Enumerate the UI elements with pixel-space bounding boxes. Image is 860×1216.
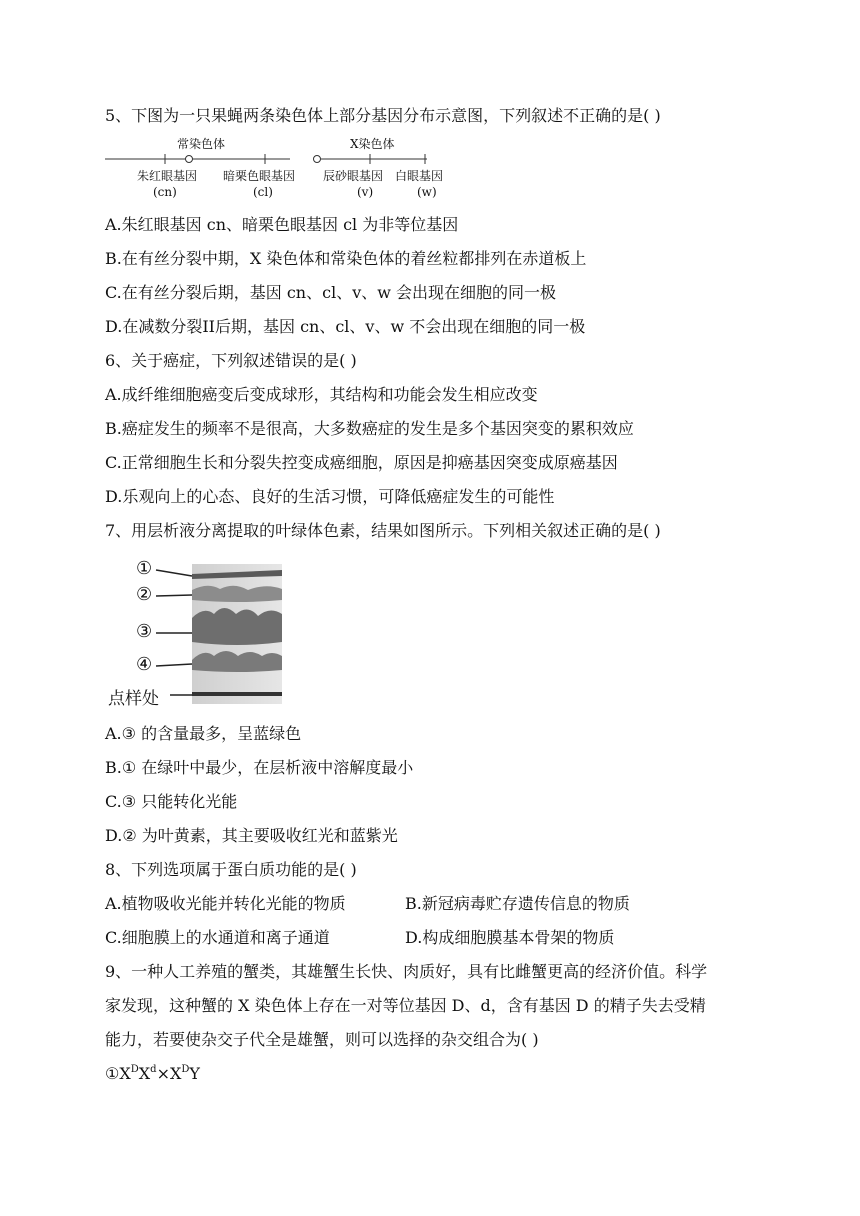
chromatography-figure bbox=[108, 556, 288, 711]
gene-name: 辰砂眼基因 bbox=[323, 169, 384, 183]
q7-stem: 7、用层析液分离提取的叶绿体色素，结果如图所示。下列相关叙述正确的是( ) bbox=[105, 521, 661, 540]
origin-label: 点样处 bbox=[108, 689, 159, 709]
x-chromosome-label: X染色体 bbox=[350, 137, 395, 151]
q8-stem: 8、下列选项属于蛋白质功能的是( ) bbox=[105, 860, 357, 879]
q8-option-d: D.构成细胞膜基本骨架的物质 bbox=[405, 928, 615, 947]
q6-option-d: D.乐观向上的心态、良好的生活习惯，可降低癌症发生的可能性 bbox=[105, 487, 555, 506]
q8-option-c: C.细胞膜上的水通道和离子通道 bbox=[105, 928, 330, 947]
q5-stem: 5、下图为一只果蝇两条染色体上部分基因分布示意图，下列叙述不正确的是( ) bbox=[105, 106, 661, 125]
allele: D bbox=[130, 1064, 139, 1075]
q9-cross-1 bbox=[105, 1064, 200, 1084]
q6-option-c: C.正常细胞生长和分裂失控变成癌细胞，原因是抑癌基因突变成原癌基因 bbox=[105, 453, 618, 472]
q6-option-a: A.成纤维细胞癌变后变成球形，其结构和功能会发生相应改变 bbox=[105, 385, 538, 404]
gene-symbol: (v) bbox=[357, 185, 374, 199]
gene-name: 白眼基因 bbox=[395, 169, 444, 183]
genotype: Y bbox=[189, 1064, 200, 1083]
q5-option-d: D.在减数分裂II后期，基因 cn、cl、v、w 不会出现在细胞的同一极 bbox=[105, 317, 586, 336]
q9-stem-line: 能力，若要使杂交子代全是雄蟹，则可以选择的杂交组合为( ) bbox=[105, 1030, 539, 1049]
q7-option-a: A.③ 的含量最多，呈蓝绿色 bbox=[105, 724, 302, 743]
q9-stem-line: 9、一种人工养殖的蟹类，其雄蟹生长快、肉质好，具有比雌蟹更高的经济价值。科学 bbox=[105, 962, 708, 981]
cross-number: ① bbox=[105, 1064, 120, 1083]
genotype: X bbox=[169, 1064, 182, 1083]
gene-name: 朱红眼基因 bbox=[137, 169, 198, 183]
q7-option-d: D.② 为叶黄素，其主要吸收红光和蓝紫光 bbox=[105, 826, 398, 845]
gene-symbol: (cn) bbox=[153, 185, 177, 199]
q7-option-b: B.① 在绿叶中最少，在层析液中溶解度最小 bbox=[105, 758, 414, 777]
band-label: ④ bbox=[136, 654, 153, 675]
q8-option-b: B.新冠病毒贮存遗传信息的物质 bbox=[405, 894, 630, 913]
gene-symbol: (w) bbox=[417, 185, 437, 199]
genotype: X bbox=[119, 1064, 131, 1083]
genotype: X bbox=[138, 1064, 151, 1083]
q6-stem: 6、关于癌症，下列叙述错误的是( ) bbox=[105, 351, 357, 370]
q9-stem-line: 家发现，这种蟹的 X 染色体上存在一对等位基因 D、d，含有基因 D 的精子失去受精 bbox=[105, 996, 706, 1015]
band-label: ② bbox=[136, 584, 153, 605]
q6-option-b: B.癌症发生的频率不是很高，大多数癌症的发生是多个基因突变的累积效应 bbox=[105, 419, 634, 438]
allele: D bbox=[181, 1064, 190, 1075]
allele: d bbox=[150, 1064, 157, 1075]
times-sign: × bbox=[156, 1064, 170, 1083]
q5-option-c: C.在有丝分裂后期，基因 cn、cl、v、w 会出现在细胞的同一极 bbox=[105, 283, 557, 302]
q8-option-a: A.植物吸收光能并转化光能的物质 bbox=[105, 894, 346, 913]
gene-symbol: (cl) bbox=[253, 185, 273, 199]
band-label: ③ bbox=[136, 621, 153, 642]
q7-option-c: C.③ 只能转化光能 bbox=[105, 792, 238, 811]
chromosome-figure bbox=[105, 133, 450, 203]
band-label: ① bbox=[136, 558, 153, 579]
autosome-label: 常染色体 bbox=[177, 137, 226, 151]
gene-name: 暗栗色眼基因 bbox=[223, 169, 296, 183]
q5-option-a: A.朱红眼基因 cn、暗栗色眼基因 cl 为非等位基因 bbox=[105, 215, 459, 234]
q5-option-b: B.在有丝分裂中期，X 染色体和常染色体的着丝粒都排列在赤道板上 bbox=[105, 249, 587, 268]
